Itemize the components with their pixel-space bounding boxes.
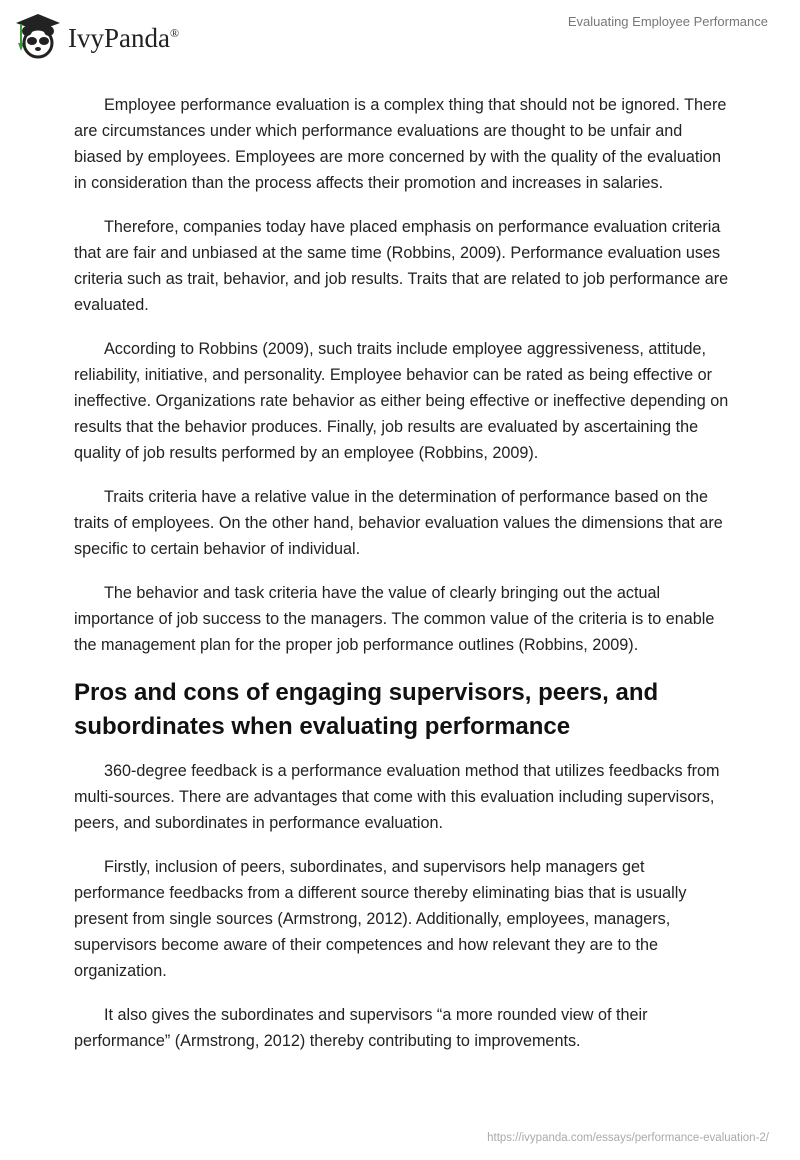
paragraph: Firstly, inclusion of peers, subordinates, and supervisors help managers get performance feedbacks from a different source thereby eliminating bias that is usually present from single sources (Armstrong, 2012). Additionally, employees, managers, supervisors become aware of their competences and how relevant they are to the organization. [74, 858, 687, 980]
source-url-link[interactable]: https://ivypanda.com/essays/performance-evaluation-2/ [487, 1132, 769, 1144]
registered-mark: ® [169, 25, 180, 40]
paragraph: Therefore, companies today have placed emphasis on performance evaluation criteria that are fair and unbiased at the same time (Robbins, 2009). Performance evaluation uses criteria such as trait, behavior, and job results. Traits that are related to job performance are evaluated. [74, 218, 729, 314]
ivypanda-logo[interactable] [12, 9, 179, 61]
paragraph: Traits criteria have a relative value in the determination of performance based on the traits of employees. On the other hand, behavior evaluation values the dimensions that are specific to certain behavior of individual. [74, 488, 723, 558]
paragraph: According to Robbins (2009), such traits include employee aggressiveness, attitude, reliability, initiative, and personality. Employee behavior can be rated as being effective or ineffective. Organizations rate behavior as either being effective or ineffective depending on results that the behavior produces. Finally, job results are evaluated by ascertaining the quality of job results performed by an employee (Robbins, 2009). [74, 340, 729, 462]
paragraph: The behavior and task criteria have the value of clearly bringing out the actual importance of job success to the managers. The common value of the criteria is to enable the management plan for the proper job performance outlines (Robbins, 2009). [74, 584, 715, 654]
logo-wordmark: IvyPanda [68, 22, 170, 53]
essay-body [74, 92, 729, 1072]
document-title: Evaluating Employee Performance [567, 14, 768, 29]
panda-graduate-icon [12, 9, 64, 61]
logo-text [68, 23, 179, 54]
section-heading: Pros and cons of engaging supervisors, peers, and subordinates when evaluating performance [74, 679, 659, 740]
paragraph: Employee performance evaluation is a complex thing that should not be ignored. There are circumstances under which performance evaluations are thought to be unfair and biased by employees. Employees are more concerned by with the quality of the evaluation in consideration than the process affects their promotion and increases in salaries. [74, 96, 727, 192]
paragraph: 360-degree feedback is a performance evaluation method that utilizes feedbacks from multi-sources. There are advantages that come with this evaluation including supervisors, peers, and subordinates in performance evaluation. [74, 762, 720, 832]
paragraph: It also gives the subordinates and supervisors “a more rounded view of their performance” (Armstrong, 2012) thereby contributing to improvements. [74, 1006, 648, 1050]
